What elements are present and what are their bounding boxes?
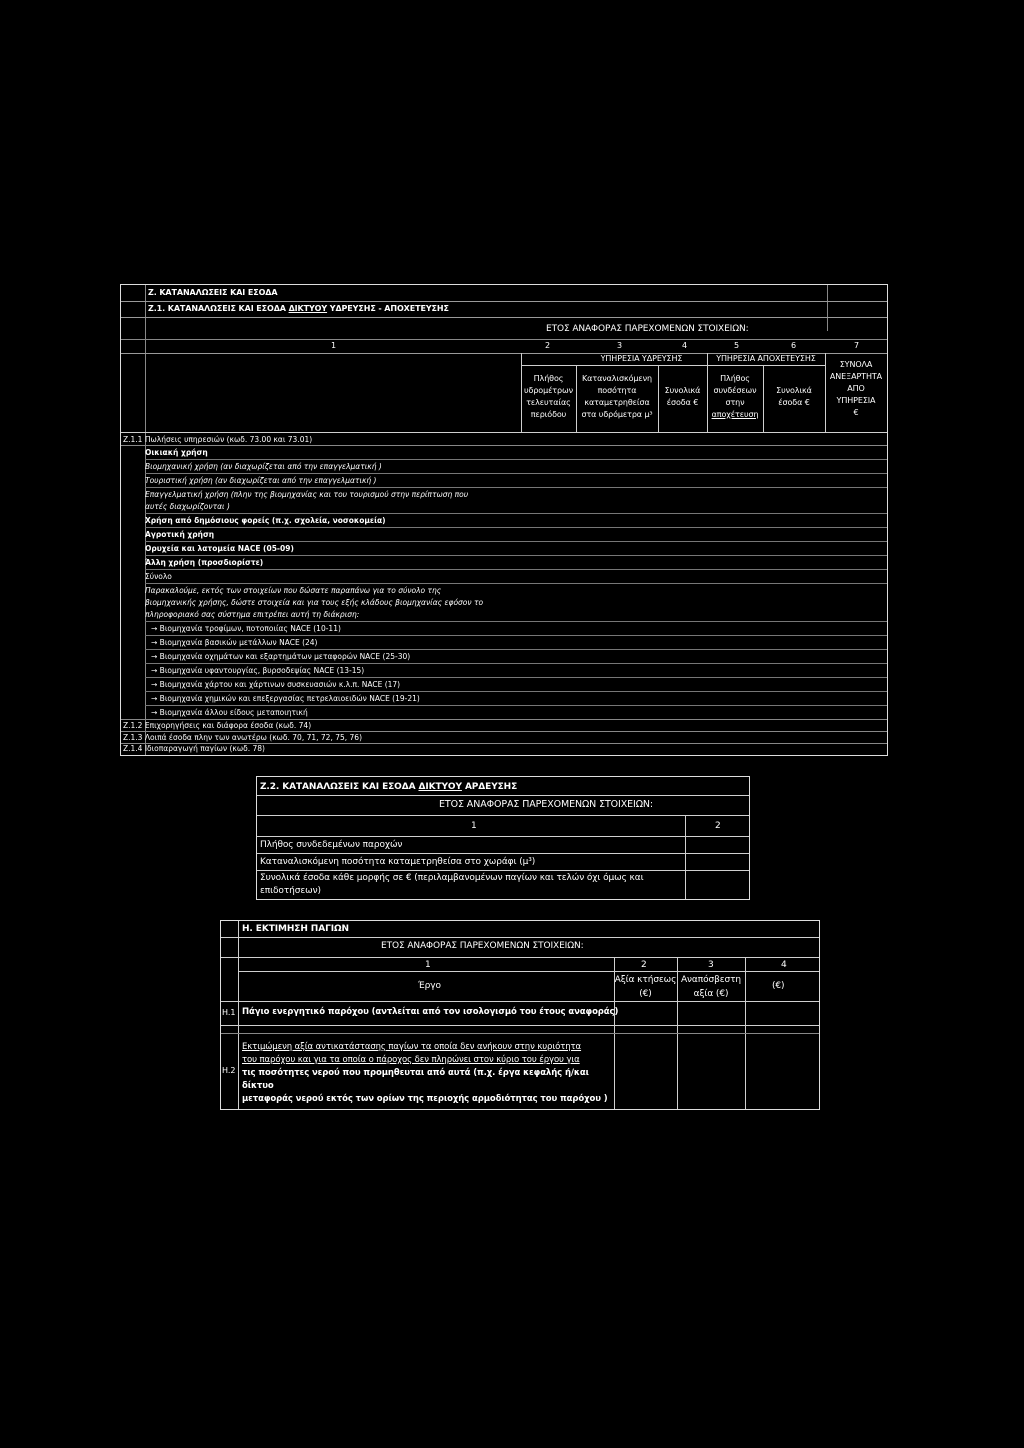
row-household: Οικιακή χρήση: [145, 448, 208, 457]
industry-textiles: → Βιομηχανία υφαντουργίας, βυρσοδεψίας NACE (13-15): [151, 666, 365, 675]
row-professional: Επαγγελματική χρήση (πλην της βιομηχανίας και του τουρισμού στην περίπτωση που: [145, 490, 469, 499]
industry-metals: → Βιομηχανία βασικών μετάλλων NACE (24): [151, 638, 318, 647]
section-h-title: Η. ΕΚΤΙΜΗΣΗ ΠΑΓΙΩΝ: [242, 924, 349, 934]
row-tourism: Τουριστική χρήση (αν διαχωρίζεται από την επαγγελματική ): [145, 476, 377, 485]
section-z2-title: Ζ.2. ΚΑΤΑΝΑΛΩΣΕΙΣ ΚΑΙ ΕΣΟΔΑ ΔΙΚΤΥΟΥ ΑΡΔΕΥΣΗΣ: [260, 782, 518, 792]
col-number-2: 2: [545, 341, 550, 350]
z11-label: Ζ.1.1 Πωλήσεις υπηρεσιών (κωδ. 73.00 και 73.01): [123, 435, 313, 444]
h-acquisition-value-header: Αξία κτήσεως (€): [614, 975, 677, 999]
irrigation-table: [256, 776, 750, 900]
consumption-revenue-table: [120, 284, 888, 756]
sewer-service-header: ΥΠΗΡΕΣΙΑ ΑΠΟΧΕΤΕΥΣΗΣ: [716, 354, 816, 363]
h2-code: Η.2: [222, 1066, 236, 1075]
col-number-1: 1: [331, 341, 336, 350]
row-industrial: Βιομηχανική χρήση (αν διαχωρίζεται από την επαγγελματική ): [145, 462, 382, 471]
col-number-6: 6: [791, 341, 796, 350]
col4-header: Συνολικά έσοδα €: [664, 386, 701, 407]
z13-label: Ζ.1.3 Λοιπά έσοδα πλην των ανωτέρω (κωδ. 70, 71, 72, 75, 76): [123, 733, 363, 742]
row-professional-cont: αυτές διαχωρίζονται ): [145, 502, 230, 511]
note-line-2: βιομηχανικής χρήσης, δώστε στοιχεία και για τους εξής κλάδους βιομηχανίας εφόσον το: [145, 598, 484, 607]
totals-header: ΣΥΝΟΛΑ ΑΝΕΞΑΡΤΗΤΑ ΑΠΟ ΥΠΗΡΕΣΙΑ €: [829, 360, 883, 417]
h-year-header: ΕΤΟΣ ΑΝΑΦΟΡΑΣ ΠΑΡΕΧΟΜΕΝΩΝ ΣΤΟΙΧΕΙΩΝ:: [381, 941, 584, 951]
z2-col-1: 1: [471, 821, 477, 831]
h-col4-header: (€): [772, 981, 785, 991]
note-line-1: Παρακαλούμε, εκτός των στοιχείων που δώσατε παραπάνω για το σύνολο της: [145, 586, 442, 595]
row-other-use: Άλλη χρήση (προσδιορίστε): [145, 558, 264, 567]
industry-vehicles: → Βιομηχανία οχημάτων και εξαρτημάτων μεταφορών NACE (25-30): [151, 652, 411, 661]
col-number-7: 7: [854, 341, 859, 350]
water-service-header: ΥΠΗΡΕΣΙΑ ΥΔΡΕΥΣΗΣ: [600, 354, 683, 363]
h-col-3: 3: [708, 960, 714, 970]
h-ergo-header: Έργο: [418, 981, 441, 991]
z2-row-revenue: Συνολικά έσοδα κάθε μορφής σε € (περιλαμβανομένων παγίων και τελών όχι όμως και: [260, 873, 644, 883]
year-header: ΕΤΟΣ ΑΝΑΦΟΡΑΣ ΠΑΡΕΧΟΜΕΝΩΝ ΣΤΟΙΧΕΙΩΝ:: [546, 324, 749, 334]
col3-header: Καταναλισκόμενη ποσότητα καταμετρηθείσα στα υδρόμετρα μ³: [581, 374, 653, 419]
h-col-1: 1: [425, 960, 431, 970]
z2-year-header: ΕΤΟΣ ΑΝΑΦΟΡΑΣ ΠΑΡΕΧΟΜΕΝΩΝ ΣΤΟΙΧΕΙΩΝ:: [439, 799, 654, 810]
h-net-value-header: Αναπόσβεστη αξία (€): [680, 975, 742, 999]
col6-header: Συνολικά έσοδα €: [776, 386, 812, 407]
z12-label: Ζ.1.2 Επιχορηγήσεις και διάφορα έσοδα (κωδ. 74): [123, 721, 312, 730]
industry-other: → Βιομηχανία άλλου είδους μεταποιητική: [151, 708, 308, 717]
h-col-2: 2: [641, 960, 647, 970]
col5-header: Πλήθος συνδέσεων στην αποχέτευση: [711, 374, 759, 419]
note-line-3: πληροφοριακό σας σύστημα επιτρέπει αυτή τη διάκριση:: [145, 610, 360, 619]
row-total: Σύνολο: [145, 572, 172, 581]
asset-estimation-table: [220, 920, 820, 1110]
industry-paper: → Βιομηχανία χάρτου και χάρτινων συσκευασιών κ.λ.π. NACE (17): [151, 680, 401, 689]
z2-col-2: 2: [715, 821, 721, 831]
h1-text: Πάγιο ενεργητικό παρόχου (αντλείται από τον ισολογισμό του έτους αναφοράς): [242, 1007, 619, 1017]
row-agricultural: Αγροτική χρήση: [145, 530, 215, 539]
h-col-4: 4: [781, 960, 787, 970]
section-z-title: Ζ. ΚΑΤΑΝΑΛΩΣΕΙΣ ΚΑΙ ΕΣΟΔΑ: [148, 288, 278, 297]
row-mining: Ορυχεία και λατομεία NACE (05-09): [145, 544, 294, 553]
h2-text: Εκτιμώμενη αξία αντικατάστασης παγίων τα οποία δεν ανήκουν στην κυριότητα του παρόχου και για τα οποία ο πάροχος δεν πληρώνει στον κύριο του έργου για τις ποσότητες νερού που προμηθευται από αυτά (π.χ. έργα κεφαλής ή/και δίκτυο μεταφοράς νερού εκτός των ορίων της περιοχής αρμοδιότητας του παρόχου ): [242, 1042, 608, 1104]
col-number-4: 4: [682, 341, 687, 350]
section-z1-title: Ζ.1. ΚΑΤΑΝΑΛΩΣΕΙΣ ΚΑΙ ΕΣΟΔΑ ΔΙΚΤΥΟΥ ΥΔΡΕΥΣΗΣ - ΑΠΟΧΕΤΕΥΣΗΣ: [148, 304, 449, 313]
industry-food: → Βιομηχανία τροφίμων, ποτοποιίας NACE (10-11): [151, 624, 341, 633]
col-number-5: 5: [734, 341, 739, 350]
col-number-3: 3: [617, 341, 622, 350]
h1-code: Η.1: [222, 1008, 236, 1017]
col2-header: Πλήθος υδρομέτρων τελευταίας περιόδου: [524, 374, 573, 419]
z14-label: Ζ.1.4 Ιδιοπαραγωγή παγίων (κωδ. 78): [123, 744, 265, 753]
z2-row-connections: Πλήθος συνδεδεμένων παροχών: [260, 840, 403, 850]
row-public: Χρήση από δημόσιους φορείς (π.χ. σχολεία, νοσοκομεία): [145, 516, 386, 525]
z2-row-consumption: Καταναλισκόμενη ποσότητα καταμετρηθείσα στο χωράφι (μ³): [260, 857, 536, 867]
industry-chemicals: → Βιομηχανία χημικών και επεξεργασίας πετρελαιοειδών NACE (19-21): [151, 694, 420, 703]
z2-row-revenue-cont: επιδοτήσεων): [260, 886, 321, 896]
